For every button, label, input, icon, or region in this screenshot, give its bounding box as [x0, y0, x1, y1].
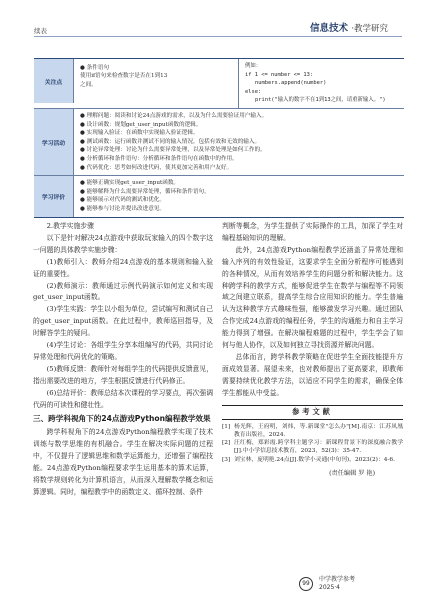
evaluation-cell: [74, 176, 404, 216]
reference-item: [222, 456, 403, 464]
journal-title: 信息技术: [310, 23, 349, 34]
paragraph: (4)学生讨论：各组学生分享本组编写的代码，共同讨论异常处理和代码优化的策略。: [33, 341, 213, 361]
paragraph: 跨学科视角下的24点游戏Python编程教学实现了技术训练与数学思维的有机融合。学生在解决实际问题的过程中，不仅提升了逻辑思维和数学运算能力，还增强了编程技能。24点游戏Python编程要求学生运用基本的算术运算，将数学规则转化为计算机语言，从而深入理解数学概念和运算逻辑。同时，编程教学中的函数定义、循环控制、条件: [33, 428, 213, 496]
code-line: else:: [245, 88, 262, 95]
reference-number: [1]: [222, 423, 231, 430]
editor-credit: (责任编辑 罗 艳): [329, 470, 375, 478]
reference-item: [222, 439, 403, 456]
list-item: ● 实现输入验证：在函数中实现输入验证逻辑。: [80, 130, 199, 137]
reference-item: [222, 423, 403, 440]
section-heading: 三、跨学科视角下的24点游戏Python编程教学效果: [33, 413, 211, 423]
row-label: 学习活动: [34, 109, 74, 175]
list-item: ● 测试函数：运行函数并测试不同的输入情况，包括有效和无效的输入。: [80, 138, 261, 145]
paragraph: 此外，24点游戏Python编程教学还涵盖了异常处理和输入序列的有效性验证，这要求学生全面分析程序可能遇到的各种情况，从而有效培养学生的问题分析和解决能力。这种跨学科的教学方式，能够促进学生在数学与编程等不同领域之间建立联系，提高学生综合应用知识的能力。学生普遍认为这种教学方式趣味性强，能够激发学习兴趣。通过团队合作完成24点游戏的编程任务，学生的沟通能力和自主学习能力得到了增强。在解决编程难题的过程中，学生学会了如何与他人协作，以及如何独立寻找资源并解决问题。: [222, 245, 403, 350]
header-rule: [34, 36, 402, 37]
code-line: numbers.append(number): [255, 80, 327, 87]
paragraph: (2)教师演示：教师通过示例代码演示如何定义和实现get_user_input函数。: [33, 281, 213, 302]
left-column: [33, 221, 213, 498]
page-number: 99: [299, 577, 313, 591]
issue-number: 2025·4: [319, 584, 340, 591]
reference-number: [2]: [222, 440, 231, 447]
row-label: 关注点: [34, 59, 74, 103]
subsection-heading: 2.教学实施步骤: [46, 222, 94, 230]
list-item: ● 能够展示对代码的测试和优化。: [80, 197, 165, 204]
right-column: [222, 221, 403, 480]
references-list: [222, 423, 403, 464]
row-label: 学习评价: [34, 176, 74, 216]
reference-text: 汪红梅，郑彩霞.跨学科主题学习：新课程背景下的深度融合教学[J].中小学信息技术教育，2023，52(3)：35-47.: [234, 440, 403, 455]
code-example: [239, 59, 404, 108]
paragraph: 总体而言，跨学科教学策略在促进学生全面技能提升方面成效显著。展望未来，也对教师提出了更高要求，即教师需要持续优化教学方法，以适应不同学生的需求，确保全体学生都能从中受益。: [222, 352, 403, 397]
table-row-activities: [34, 108, 404, 175]
reference-text: 杨光辉，王府明，刘炜，等.新课堂"怎么办"[M].南京：江苏凤凰教育出版社，2024.: [234, 423, 403, 438]
paragraph: (6)总结评价：教师总结本次课程的学习要点，再次强调代码的可读性和健壮性。: [33, 388, 213, 409]
list-item: ● 分析循环和条件语句：分析循环和条件语句在函数中的作用。: [80, 155, 238, 162]
list-item: ● 理解问题：阅读和讨论24点游戏的需求，以及为什么需要验证用户输入。: [80, 112, 268, 119]
paragraph: 以下是针对解决24点游戏中获取玩家输入的四个数字这一问题的具体教学实施步骤：: [33, 233, 213, 254]
magazine-name: 中学教学参考: [319, 576, 356, 583]
paragraph: (1)教师引入：教师介绍24点游戏的基本规则和输入验证的重要性。: [33, 257, 213, 278]
focus-cell: [74, 59, 404, 108]
reference-text: 刘宝林，庞明艳.24点[J].数学小灵通(中旬刊)，2023(2)：4-6.: [234, 456, 395, 463]
list-item: ● 能够参与讨论并提出改进意见。: [80, 205, 165, 212]
magazine-info: [319, 576, 355, 592]
section-label: ·教学研究: [351, 24, 389, 34]
text-line: 之间。: [80, 81, 97, 88]
list-item: ● 能够解释为什么需要异常处理，循环和条件语句。: [80, 188, 210, 195]
running-header: [310, 20, 388, 34]
paragraph: 判断等概念，为学生提供了实际操作的工具，加深了学生对编程基础知识的理解。: [222, 222, 403, 242]
text-line: ● 条件语句: [80, 65, 110, 71]
code-line: print("输入的数字不在1到13之间，请重新输入。"): [255, 97, 386, 104]
table-row-focus: [34, 59, 404, 108]
paragraph: (3)学生实践：学生以小组为单位，尝试编写和测试自己的get_user_input函数。在此过程中，教师巡回指导，及时解答学生的疑问。: [33, 305, 213, 338]
list-item: ● 代码优化：思考如何改进代码，使其更加完善和用户友好。: [80, 164, 233, 171]
reference-number: [3]: [222, 456, 231, 463]
lesson-plan-table: [34, 58, 404, 218]
text-line: 使用if语句来检查数字是否在1到13: [80, 73, 168, 80]
focus-description: [74, 59, 239, 108]
code-line: if 1 <= number <= 13:: [245, 71, 314, 78]
list-item: ● 设计函数：规划get_user_input函数的逻辑。: [80, 121, 202, 128]
list-item: ● 讨论异常处理：讨论为什么需要异常处理，以及异常处理是如何工作的。: [80, 147, 266, 154]
references-title: 参考文献: [222, 405, 403, 420]
activities-cell: [74, 109, 404, 175]
code-line: 例如：: [245, 63, 262, 69]
page-footer: [299, 576, 355, 592]
table-row-evaluation: [34, 175, 404, 216]
list-item: ● 能够正确实现get_user_input函数。: [80, 180, 180, 187]
paragraph: (5)教师反馈：教师针对每组学生的代码提供反馈意见，指出需要改进的地方，学生根据反馈进行代码修正。: [33, 364, 213, 385]
continued-label: 续表: [34, 27, 47, 35]
